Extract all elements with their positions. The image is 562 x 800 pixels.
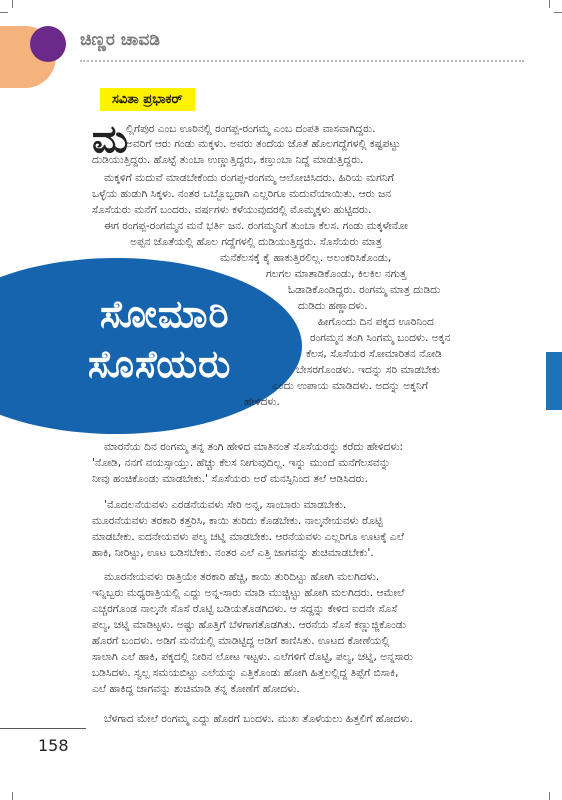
story-title-line-1: ಸೋಮಾರಿ bbox=[100, 292, 230, 336]
paragraph-line: ಈಗ ರಂಗಪ್ಪ-ರಂಗಮ್ಮನ ಮನೆ ಭರ್ತಿ ಜನ. ರಂಗಮ್ಮನಿಗೆ ತುಂಬಾ ಕೆಲಸ. ಗಂಡು ಮಕ್ಕಳೇನೋ bbox=[104, 220, 408, 232]
paragraph-line: ದುಡಿಯುತ್ತಿದ್ದರು. ಹೊಟ್ಟೆ ತುಂಬಾ ಉಣ್ಣುತ್ತಿದ್ದರು, ಕಣ್ತುಂಬಾ ನಿದ್ದೆ ಮಾಡುತ್ತಿದ್ದರು. bbox=[92, 154, 364, 166]
paragraph-line: ಬೆಳಗಾದ ಮೇಲೆ ರಂಗಮ್ಮ ಎದ್ದು ಹೊರಗೆ ಬಂದಳು. ಮುಖ ತೊಳೆಯಲು ಹಿತ್ತಲಿಗೆ ಹೋದಳು. bbox=[104, 713, 413, 725]
story-title-line-2: ಸೊಸೆಯರು bbox=[88, 342, 232, 386]
paragraph-line: ರಂಗಮ್ಮನ ತಂಗಿ ಸಿಂಗಮ್ಮ ಬಂದಳು. ಅಕ್ಕನ bbox=[310, 332, 451, 344]
paragraph-line: ಮೂರನೇಯವಳು ರಾತ್ರಿಯೇ ತರಕಾರಿ ಹೆಚ್ಚಿ, ಕಾಯಿ ತುರಿದಿಟ್ಟು ಹೋಗಿ ಮಲಗಿದಳು. bbox=[104, 571, 380, 583]
paragraph-line: ಸೊಸೆಯರು ಮನೆಗೆ ಬಂದರು. ವರ್ಷಗಳು ಕಳೆಯುವುದರಲ್ಲಿ ಮೊಮ್ಮಕ್ಕಳು ಹುಟ್ಟಿದರು. bbox=[92, 204, 372, 216]
crop-mark bbox=[12, 792, 13, 800]
paragraph-line: ಹಾಕಿ, ನೀರಿಟ್ಟು, ಊಟ ಬಡಿಸಬೇಕು. ನಂತರ ಎಲೆ ಎತ್ತಿ ಜಾಗವನ್ನು ಶುಚಿಮಾಡಬೇಕು'. bbox=[92, 547, 374, 559]
drop-cap: ಮ bbox=[92, 117, 129, 161]
paragraph-line: 'ನೋಡಿ, ನನಗೆ ವಯಸ್ಸಾಯ್ತು. ಹೆಚ್ಚು ಕೆಲಸ ನೀಗುವುದಿಲ್ಲ. ಇನ್ನು ಮುಂದೆ ಮನೆಗೆಲಸವನ್ನು bbox=[92, 457, 391, 469]
paragraph-line: ಹೇಳಿದಳು. bbox=[244, 396, 280, 408]
crop-mark bbox=[549, 0, 550, 8]
section-title: ಚಿಣ್ಣರ ಚಾವಡಿ bbox=[80, 30, 161, 50]
paragraph-line: ಮಾಡಬೇಕು. ಐದನೇಯವಳು ಪಲ್ಯ ಚಟ್ನಿ ಮಾಡಬೇಕು. ಆರನೆಯವಳು ಎಲ್ಲರಿಗೂ ಊಟಕ್ಕೆ ಎಲೆ bbox=[92, 531, 405, 543]
paragraph-line: ಎಲೆ ಹಾಕಿದ್ದ ಜಾಗವನ್ನು ಶುಚಿಮಾಡಿ ತನ್ನ ಕೋಣೆಗೆ ಹೋದಳು. bbox=[92, 683, 300, 695]
paragraph-line: ಮೂರನೆಯವಳು ತರಕಾರಿ ಕತ್ತರಿಸಿ, ಕಾಯಿ ತುರಿದು ಕೊಡಬೇಕು. ನಾಲ್ಕನೇಯವಳು ರೊಟ್ಟಿ bbox=[92, 515, 383, 527]
paragraph-line: ಮನೆಕೆಲಸಕ್ಕೆ ಕೈ ಹಾಕುತ್ತಿರಲಿಲ್ಲ. ಅಲಂಕರಿಸಿಕೊಂಡು, bbox=[220, 252, 392, 264]
paragraph-line: ಇನ್ನಿಬ್ಬರು ಮಧ್ಯರಾತ್ರಿಯಲ್ಲಿ ಎದ್ದು ಅನ್ನ-ಸಾರು ಮಾಡಿ ಮುಚ್ಚಿಟ್ಟು ಹೋಗಿ ಮಲಗಿದರು. ಆಮೇಲೆ bbox=[92, 587, 405, 599]
paragraph-line: ಓಡಾಡಿಕೊಂಡಿದ್ದರು. ರಂಗಮ್ಮ ಮಾತ್ರ ದುಡಿದು bbox=[288, 284, 441, 296]
decorative-purple-circle bbox=[30, 26, 66, 62]
author-name: ಸವಿತಾ ಪ್ರಭಾಕರ್ bbox=[100, 88, 195, 111]
paragraph-line: ಎಚ್ಚರಗೊಂಡ ನಾಲ್ಕನೇ ಸೊಸೆ ರೊಟ್ಟಿ ಬಡಿಯತೊಡಗಿದಳು. ಆ ಸದ್ದನ್ನು ಕೇಳಿದ ಐದನೇ ಸೊಸೆ bbox=[92, 603, 398, 615]
paragraph-line: ನೀವು ಹಂಚಿಕೊಂಡು ಮಾಡಬೇಕು.' ಸೊಸೆಯರು ಅರೆ ಮನಸ್ಸಿನಿಂದ ತಲೆ ಆಡಿಸಿದರು. bbox=[92, 473, 369, 485]
paragraph-line: ಹೀಗೊಂದು ದಿನ ಪಕ್ಕದ ಊರಿನಿಂದ bbox=[318, 316, 434, 328]
paragraph-line: ಪಲ್ಯ, ಚಟ್ನಿ ಮಾಡಿಟ್ಟಳು. ಅಷ್ಟು ಹೊತ್ತಿಗೆ ಬೆಳಗಾಗತೊಡಗಿತು. ಆರನೆಯ ಸೊಸೆ ಕಣ್ಣುಜ್ಜಿಕೊಂಡು bbox=[92, 619, 406, 631]
edge-tab-marker bbox=[546, 352, 562, 410]
paragraph-line: ಒಳ್ಳೆಯ ಹುಡುಗಿ ಸಿಕ್ಕಳು. ನಂತರ ಒಬ್ಬೊಬ್ಬರಾಗಿ ಎಲ್ಲರಿಗೂ ಮದುವೆಯಾಯಿತು. ಆರು ಜನ bbox=[92, 188, 392, 200]
paragraph-line: ಮಕ್ಕಳಿಗೆ ಮದುವೆ ಮಾಡಬೇಕೆಂದು ರಂಗಪ್ಪ-ರಂಗಮ್ಮ ಆಲೋಚಿಸಿದರು. ಹಿರಿಯ ಮಗನಿಗೆ bbox=[104, 172, 394, 184]
paragraph-line: ಅಪ್ಪನ ಜೊತೆಯಲ್ಲಿ ಹೊಲ ಗದ್ದೆಗಳಲ್ಲಿ ದುಡಿಯುತ್ತಿದ್ದರು. ಸೊಸೆಯರು ಮಾತ್ರ bbox=[130, 236, 382, 248]
crop-mark bbox=[554, 12, 562, 13]
paragraph-line: ಮಾರನೆಯ ದಿನ ರಂಗಮ್ಮ ತನ್ನ ತಂಗಿ ಹೇಳಿದ ಮಾತಿನಂತೆ ಸೊಸೆಯರನ್ನು ಕರೆದು ಹೇಳಿದಳು: bbox=[104, 441, 404, 453]
paragraph-line: ಲ್ಲಿಗೆಪುರ ಎಂಬ ಊರಿನಲ್ಲಿ ರಂಗಪ್ಪ-ರಂಗಮ್ಮ ಎಂಬ ದಂಪತಿ ವಾಸವಾಗಿದ್ದರು. bbox=[126, 123, 376, 135]
page-number: 158 bbox=[38, 736, 69, 755]
header-dotted-divider bbox=[80, 60, 524, 62]
paragraph-line: 'ಮೊದಲನೆಯವಳು ಎರಡನೆಯವಳು ಸೇರಿ ಅನ್ನ, ಸಾಂಬಾರು ಮಾಡಬೇಕು. bbox=[104, 499, 347, 511]
paragraph-line: ಬಡಿಸಿದಳು. ಸ್ವಲ್ಪ ಸಮಯಬಿಟ್ಟು ಎಲೆಯನ್ನು ಎತ್ತಿಕೊಂಡು ಹೋಗಿ ಹಿತ್ತಲಲ್ಲಿದ್ದ ತಿಪ್ಪೆಗೆ ಬಿಸಾಕಿ, bbox=[92, 667, 399, 679]
crop-mark bbox=[549, 792, 550, 800]
paragraph-line: ಕೆಲಸ, ಸೊಸೆಯರ ಸೋಮಾರಿತನ ನೋಡಿ bbox=[306, 348, 442, 360]
paragraph-line: ಎಂದು ಉಪಾಯ ಮಾಡಿದಳು. ಅದನ್ನು ಅಕ್ಕನಿಗೆ bbox=[272, 380, 428, 392]
paragraph-line: ಸಾಲಾಗಿ ಎಲೆ ಹಾಕಿ, ಪಕ್ಕದಲ್ಲಿ ನೀರಿನ ಲೋಟ ಇಟ್ಟಳು. ಎಲೆಗಳಿಗೆ ರೊಟ್ಟಿ, ಪಲ್ಯ, ಚಟ್ನಿ, ಅನ್ನಸಾರು bbox=[92, 651, 413, 663]
paragraph-line: ಗಲಗಲ ಮಾತಾಡಿಕೊಂಡು, ಕಿಲಕಿಲ ನಗುತ್ತ bbox=[266, 268, 407, 280]
paragraph-line: ಹೊರಗೆ ಬಂದಳು. ಅಡಿಗೆ ಮನೆಯಲ್ಲಿ ಮಾಡಿಟ್ಟಿದ್ದ ಅಡಿಗೆ ಕಾಣಿಸಿತು. ಊಟದ ಕೋಣೆಯಲ್ಲಿ bbox=[92, 635, 390, 647]
paragraph-line: ಅವರಿಗೆ ಆರು ಗಂಡು ಮಕ್ಕಳು. ಅವರು ತಂದೆಯ ಜೊತೆ ಹೊಲಗದ್ದೆಗಳಲ್ಲಿ ಕಷ್ಟಪಟ್ಟು bbox=[126, 138, 401, 150]
paragraph-line: ದುಡಿದು ಹಣ್ಣಾದಳು. bbox=[298, 300, 368, 312]
paragraph-line: ಬೇಸರಗೊಂಡಳು. ಇದನ್ನು ಸರಿ ಮಾಡಬೇಕು bbox=[296, 364, 440, 376]
crop-mark bbox=[12, 0, 13, 8]
crop-mark bbox=[0, 12, 8, 13]
footer-rule bbox=[0, 728, 86, 729]
